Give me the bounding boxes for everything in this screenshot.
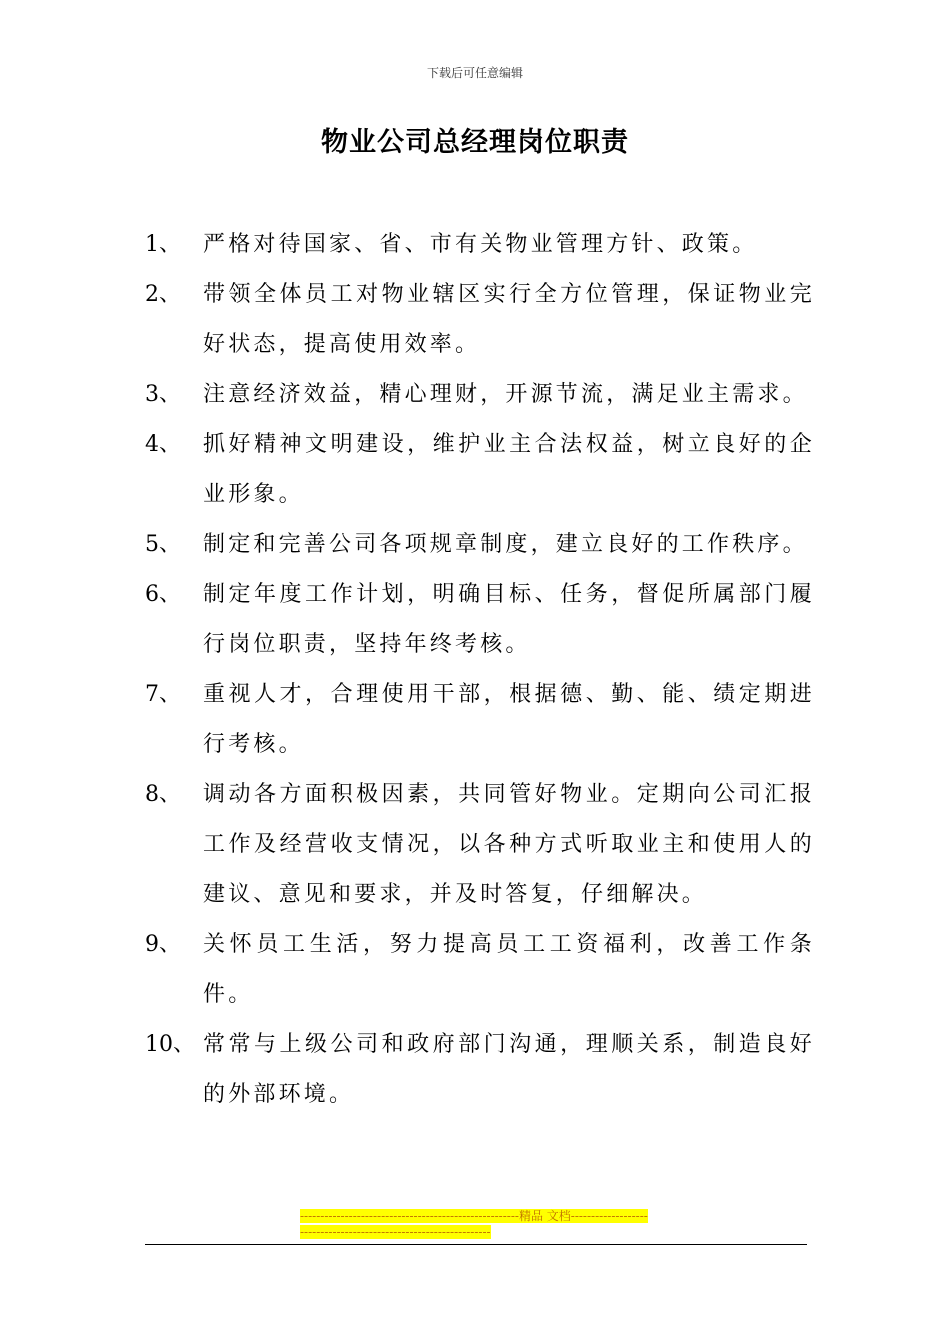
item-text: 制定和完善公司各项规章制度，建立良好的工作秩序。: [203, 532, 808, 557]
footer-watermark: [300, 1208, 650, 1240]
list-item: [145, 570, 815, 670]
item-number: 4、: [145, 432, 181, 457]
item-text: 严格对待国家、省、市有关物业管理方针、政策。: [203, 232, 758, 257]
item-text: 重视人才，合理使用干部，根据德、勤、能、绩定期进行考核。: [203, 682, 815, 757]
item-text: 制定年度工作计划，明确目标、任务，督促所属部门履行岗位职责，坚持年终考核。: [203, 582, 815, 657]
document-title: 物业公司总经理岗位职责: [321, 127, 629, 158]
item-number: 2、: [145, 282, 181, 307]
item-number: 3、: [145, 382, 181, 407]
list-item: [145, 1020, 815, 1120]
list-item: [145, 670, 815, 770]
item-number: 9、: [145, 932, 181, 957]
item-number: 10、: [145, 1032, 195, 1057]
item-text: 抓好精神文明建设，维护业主合法权益，树立良好的企业形象。: [203, 432, 815, 507]
list-item: [145, 420, 815, 520]
item-text: 注意经济效益，精心理财，开源节流，满足业主需求。: [203, 382, 808, 407]
page-header-note: 下载后可任意编辑: [426, 66, 523, 80]
item-text: 带领全体员工对物业辖区实行全方位管理，保证物业完好状态，提高使用效率。: [203, 282, 815, 357]
item-number: 1、: [145, 232, 181, 257]
list-item: [145, 920, 815, 1020]
footer-watermark-text: ------------------------------------------------------精品 文档------------------------------------------------------------------: [300, 1209, 648, 1239]
item-number: 5、: [145, 532, 181, 557]
item-number: 8、: [145, 782, 181, 807]
list-item: [145, 770, 815, 920]
list-item: [145, 220, 815, 270]
item-number: 6、: [145, 582, 181, 607]
item-text: 常常与上级公司和政府部门沟通，理顺关系，制造良好的外部环境。: [203, 1032, 815, 1107]
list-item: [145, 520, 815, 570]
list-item: [145, 370, 815, 420]
item-text: 调动各方面积极因素，共同管好物业。定期向公司汇报工作及经营收支情况，以各种方式听取业主和使用人的建议、意见和要求，并及时答复，仔细解决。: [203, 782, 815, 907]
item-text: 关怀员工生活，努力提高员工工资福利，改善工作条件。: [203, 932, 815, 1007]
duty-list: [145, 220, 815, 1120]
list-item: [145, 270, 815, 370]
footer-divider: [145, 1244, 807, 1245]
item-number: 7、: [145, 682, 181, 707]
